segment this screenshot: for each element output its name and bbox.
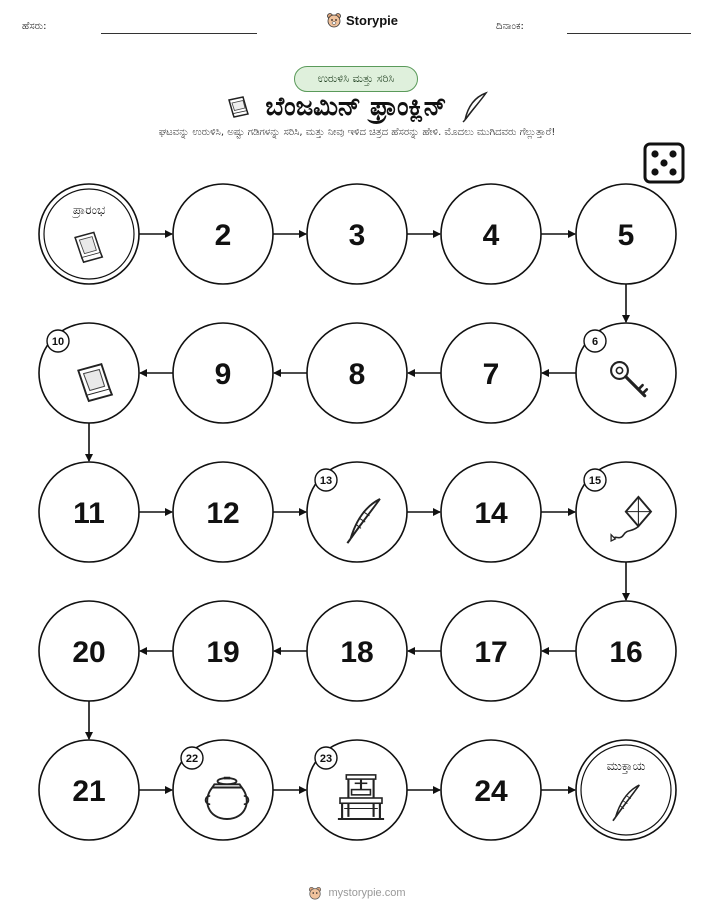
space-number-badge [47,330,69,352]
board-space-23[interactable] [307,740,407,840]
space-number: 7 [482,358,500,391]
finish-space[interactable] [576,740,676,840]
board-space-5[interactable] [576,184,676,284]
space-number-badge [315,747,337,769]
board-space-20[interactable] [39,601,139,701]
board-space-3[interactable] [307,184,407,284]
start-space[interactable] [39,184,139,284]
space-number-badge [315,469,337,491]
space-number: 5 [617,219,635,252]
space-number: 8 [348,358,366,391]
board-space-22[interactable] [173,740,273,840]
brand-name: Storypie [346,12,399,28]
svg-text:15: 15 [588,475,602,487]
svg-text:23: 23 [319,753,333,765]
page-title: ಬೆಂಜಮಿನ್ ಫ್ರಾಂಕ್ಲಿನ್ [265,91,447,122]
svg-text:6: 6 [591,336,599,348]
space-number: 21 [72,775,106,808]
svg-text:22: 22 [185,753,199,765]
finish-label: ಮುಕ್ತಾಯ [606,759,646,773]
board-space-24[interactable] [441,740,541,840]
space-number: 4 [482,219,500,252]
space-number-badge [584,469,606,491]
space-number: 3 [348,219,366,252]
board-space-11[interactable] [39,462,139,562]
bear-mascot-icon [308,886,322,900]
space-number: 20 [72,636,106,669]
board-space-9[interactable] [173,323,273,423]
instructions: ಘಟವನ್ನು ಉರುಳಿಸಿ, ಅಷ್ಟು ಗಡಿಗಳನ್ನು ಸರಿಸಿ, ಮತ್ತು ನೀವು ಇಳಿದ ಚಿತ್ರದ ಹೆಸರನ್ನು ಹೇಳಿ. ಮೊದಲು ಮುಗಿದವರು ಗೆಲ್ಲುತ್ತಾರೆ! [158,127,556,138]
name-label: ಹೆಸರು: [22,21,47,32]
board-space-4[interactable] [441,184,541,284]
board-space-12[interactable] [173,462,273,562]
space-number: 16 [609,636,643,669]
space-number: 19 [206,636,240,669]
board-space-13[interactable] [307,462,407,562]
board-space-17[interactable] [441,601,541,701]
board-space-16[interactable] [576,601,676,701]
footer-url: mystorypie.com [328,887,406,899]
board-space-6[interactable] [576,323,676,423]
space-number: 2 [214,219,232,252]
space-number: 18 [340,636,374,669]
footer [0,886,714,900]
board-space-15[interactable] [576,462,676,562]
board-space-8[interactable] [307,323,407,423]
space-number: 14 [474,497,508,530]
board-space-21[interactable] [39,740,139,840]
space-number-badge [584,330,606,352]
date-label: ದಿನಾಂಕ: [496,21,524,32]
space-number: 9 [214,358,232,391]
board-space-18[interactable] [307,601,407,701]
space-number: 12 [206,497,240,530]
space-number: 24 [474,775,508,808]
start-label: ಪ್ರಾರಂಭ [72,203,106,217]
space-number-badge [181,747,203,769]
activity-tag: ಉರುಳಿಸಿ ಮತ್ತು ಸರಿಸಿ [294,66,418,92]
svg-text:13: 13 [319,475,333,487]
board-space-19[interactable] [173,601,273,701]
space-number: 11 [73,497,105,530]
board-space-14[interactable] [441,462,541,562]
board-space-2[interactable] [173,184,273,284]
board-space-10[interactable] [39,323,139,423]
svg-text:10: 10 [51,336,65,348]
board-space-7[interactable] [441,323,541,423]
space-number: 17 [474,636,508,669]
